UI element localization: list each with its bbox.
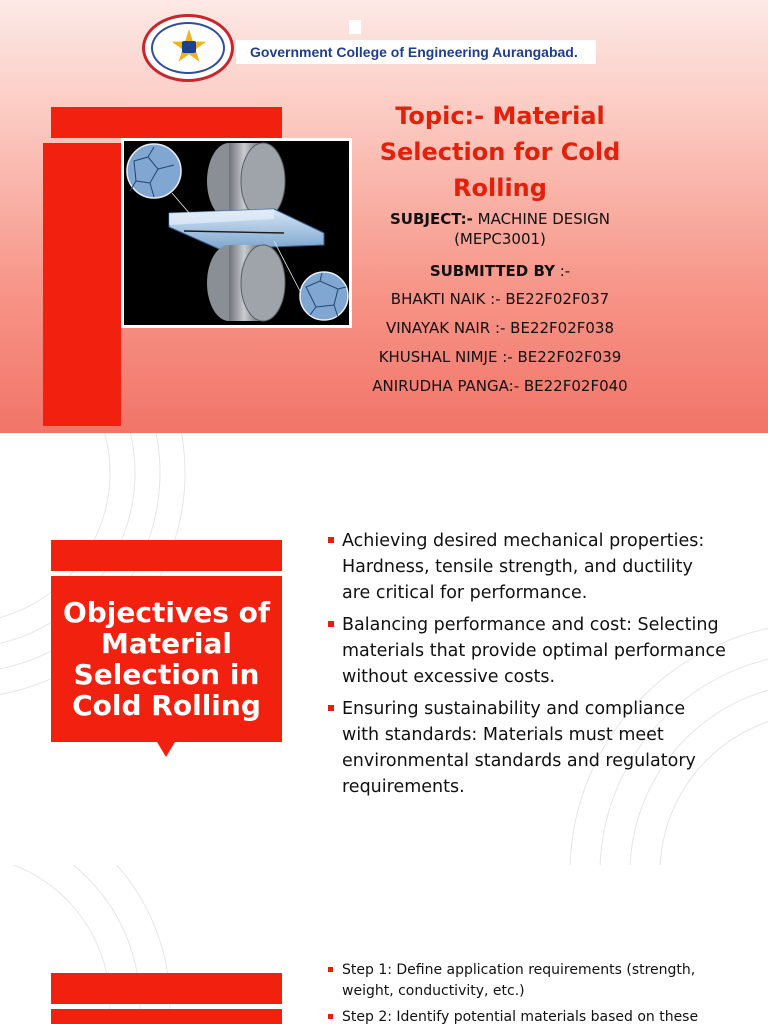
- subject-line: [356, 209, 644, 249]
- college-logo-icon: [142, 14, 234, 82]
- steps-slide: [0, 865, 768, 1024]
- student-4: ANIRUDHA PANGA:- BE22F02F040: [372, 377, 628, 395]
- objectives-list: [326, 528, 726, 806]
- bullet-icon: [328, 967, 333, 972]
- bullet-icon: [328, 1014, 333, 1019]
- subject-value: MACHINE DESIGN (MEPC3001): [454, 210, 611, 248]
- list-item: Achieving desired mechanical properties: Hardness, tensile strength, and ductility are critical for performance.: [326, 528, 726, 606]
- list-item: Balancing performance and cost: Selecting materials that provide optimal performance without excessive costs.: [326, 612, 726, 690]
- rolling-mill-icon: [124, 141, 349, 325]
- bullet-icon: [328, 537, 334, 543]
- submitted-label: SUBMITTED BY: [429, 262, 555, 280]
- student-3: KHUSHAL NIMJE :- BE22F02F039: [378, 348, 622, 366]
- subject-label: SUBJECT:-: [389, 210, 473, 228]
- objectives-slide: [0, 433, 768, 865]
- cold-rolling-illustration: [121, 138, 352, 328]
- topic-title: Topic:- Material Selection for Cold Rolling: [379, 102, 621, 202]
- list-item: Step 2: Identify potential materials based on these: [326, 1007, 726, 1024]
- logo-divider: [349, 20, 361, 34]
- heading-pointer: [157, 742, 175, 757]
- submitted-suffix: :-: [554, 262, 571, 280]
- title-slide: [0, 0, 768, 433]
- student-1: BHAKTI NAIK :- BE22F02F037: [390, 290, 610, 308]
- accent-panel: [51, 1009, 282, 1024]
- accent-bar: [51, 107, 282, 138]
- submitted-by-line: [356, 261, 644, 281]
- list-item: Ensuring sustainability and compliance with standards: Materials must meet environmental standards and regulatory requirements.: [326, 696, 726, 800]
- bullet-icon: [328, 621, 334, 627]
- steps-list: [326, 960, 726, 1024]
- accent-bar: [51, 540, 282, 571]
- bullet-icon: [328, 705, 334, 711]
- logo-core: [182, 41, 196, 53]
- student-2: VINAYAK NAIR :- BE22F02F038: [385, 319, 615, 337]
- college-name: Government College of Engineering Aurangabad.: [236, 40, 596, 64]
- accent-panel: [43, 143, 121, 426]
- objectives-heading: Objectives of Material Selection in Cold Rolling: [51, 576, 282, 742]
- accent-bar: [51, 973, 282, 1004]
- list-item: Step 1: Define application requirements (strength, weight, conductivity, etc.): [326, 960, 726, 1002]
